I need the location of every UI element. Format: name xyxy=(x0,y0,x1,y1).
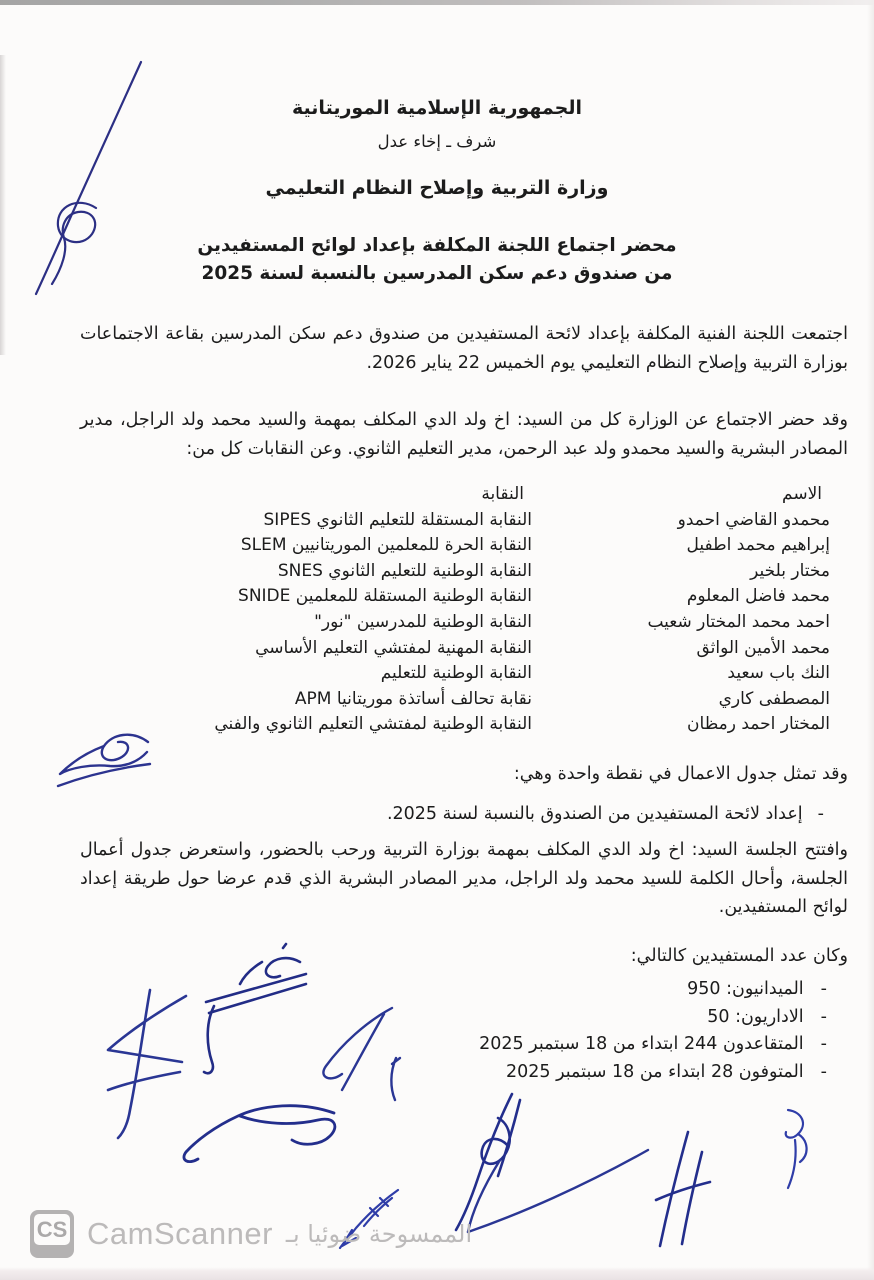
attendee-name: محمد فاضل المعلوم xyxy=(686,586,830,607)
attendees-table xyxy=(80,482,830,738)
signature-small-curl xyxy=(786,1110,807,1188)
attendee-name: محمدو القاضي احمدو xyxy=(677,509,830,530)
signature-tall-strokes xyxy=(656,1132,710,1246)
document-title-line1: محضر اجتماع اللجنة المكلفة بإعداد لوائح المستفيدين xyxy=(197,235,677,256)
attendee-name: المختار احمد رمظان xyxy=(687,714,830,735)
table-header-row xyxy=(80,482,830,508)
signature-long-sweep xyxy=(468,1150,648,1232)
beneficiaries-intro: وكان عدد المستفيدين كالتالي: xyxy=(630,946,848,966)
name-column-header: الاسم xyxy=(782,484,822,504)
table-row xyxy=(80,712,830,738)
table-row xyxy=(80,610,830,636)
table-row xyxy=(80,584,830,610)
camscanner-watermark xyxy=(30,1210,472,1258)
attendee-union: النقابة الوطنية لمفتشي التعليم الثانوي والفني xyxy=(214,714,532,735)
list-item xyxy=(479,1059,827,1087)
beneficiary-count: الميدانيون: 950 xyxy=(687,979,804,999)
attendee-union: النقابة الوطنية للتعليم xyxy=(380,663,532,684)
attendee-name: إبراهيم محمد اطفيل xyxy=(686,535,830,556)
attendee-name: مختار بلخير xyxy=(750,560,830,581)
attendee-name: المصطفى كاري xyxy=(718,688,830,709)
bullet-dash: - xyxy=(817,804,824,824)
agenda-intro: وقد تمثل جدول الاعمال في نقطة واحدة وهي: xyxy=(513,764,848,784)
camscanner-brand-text: CamScanner xyxy=(87,1216,273,1251)
attendee-name: احمد محمد المختار شعيب xyxy=(647,611,830,632)
bullet-dash: - xyxy=(820,1006,827,1027)
national-motto: شرف ـ إخاء عدل xyxy=(377,132,497,151)
paragraph-meeting: اجتمعت اللجنة الفنية المكلفة بإعداد لائحة المستفيدين من صندوق دعم سكن المدرسين بقاعة الاجتماعات بوزارة التربية وإصلاح النظام التعليمي يوم الخميس 22 يناير 2026. xyxy=(80,324,848,373)
signature-loops xyxy=(323,1008,400,1100)
attendee-union: نقابة تحالف أساتذة موريتانيا APM xyxy=(294,688,532,709)
table-row xyxy=(80,687,830,713)
table-row xyxy=(80,508,830,534)
attendee-name: النك باب سعيد xyxy=(727,663,830,684)
agenda-item xyxy=(387,804,824,824)
paragraph-attendance: وقد حضر الاجتماع عن الوزارة كل من السيد: اخ ولد الدي المكلف بمهمة والسيد محمد ولد الراجل، مدير المصادر البشرية والسيد محمدو ولد عبد الرحمن، مدير التعليم الثانوي. وعن النقابات كل من: xyxy=(80,410,848,459)
scan-edge-bottom xyxy=(0,1267,874,1280)
document-title-line2: من صندوق دعم سكن المدرسين بالنسبة لسنة 2025 xyxy=(201,263,673,284)
signature-left-middle xyxy=(58,735,150,786)
attendee-union: النقابة المهنية لمفتشي التعليم الأساسي xyxy=(255,637,532,658)
attendee-union: النقابة المستقلة للتعليم الثانوي SIPES xyxy=(263,509,532,530)
table-row xyxy=(80,559,830,585)
table-row xyxy=(80,533,830,559)
list-item xyxy=(479,976,827,1004)
agenda-item-text: إعداد لائحة المستفيدين من الصندوق بالنسبة لسنة 2025. xyxy=(386,804,803,824)
scan-edge-top xyxy=(0,0,874,5)
list-item xyxy=(479,1031,827,1059)
attendee-name: محمد الأمين الواثق xyxy=(696,637,830,658)
signature-horizontal-scrawl xyxy=(184,1106,335,1162)
bullet-dash: - xyxy=(820,1061,827,1082)
beneficiaries-list xyxy=(479,976,827,1086)
attendee-union: النقابة الحرة للمعلمين الموريتانيين SLEM xyxy=(240,535,532,556)
union-column-header: النقابة xyxy=(481,484,524,504)
beneficiary-count: المتقاعدون 244 ابتداء من 18 سبتمبر 2025 xyxy=(479,1034,804,1055)
signature-underlined-script xyxy=(204,944,306,1073)
beneficiary-count: المتوفون 28 ابتداء من 18 سبتمبر 2025 xyxy=(506,1061,804,1082)
table-row xyxy=(80,661,830,687)
table-row xyxy=(80,636,830,662)
cs-badge-text: CS xyxy=(34,1214,70,1245)
camscanner-logo-icon xyxy=(30,1210,74,1258)
signature-zigzag xyxy=(108,990,186,1138)
document-header xyxy=(0,97,874,288)
paragraph-opening: وافتتح الجلسة السيد: اخ ولد الدي المكلف بمهمة بوزارة التربية ورحب بالحضور، واستعرض جدول أعمال الجلسة، وأحال الكلمة للسيد محمد ولد الراجل، مدير المصادر البشرية الذي قدم عرضا حول طريقة إعداد لوائح المستفيدين. xyxy=(80,840,848,917)
ministry-name: وزارة التربية وإصلاح النظام التعليمي xyxy=(265,177,609,199)
bullet-dash: - xyxy=(820,1034,827,1055)
beneficiary-count: الاداريون: 50 xyxy=(707,1006,804,1027)
attendee-union: النقابة الوطنية للمدرسين "نور" xyxy=(314,611,532,632)
list-item xyxy=(479,1004,827,1032)
country-name: الجمهورية الإسلامية الموريتانية xyxy=(292,97,582,119)
document-title xyxy=(0,232,874,288)
scanned-with-text: الممسوحة ضوئيا بـ xyxy=(285,1220,473,1248)
bullet-dash: - xyxy=(820,979,827,999)
attendee-union: النقابة الوطنية المستقلة للمعلمين SNIDE xyxy=(238,586,532,607)
attendee-union: النقابة الوطنية للتعليم الثانوي SNES xyxy=(277,560,532,581)
